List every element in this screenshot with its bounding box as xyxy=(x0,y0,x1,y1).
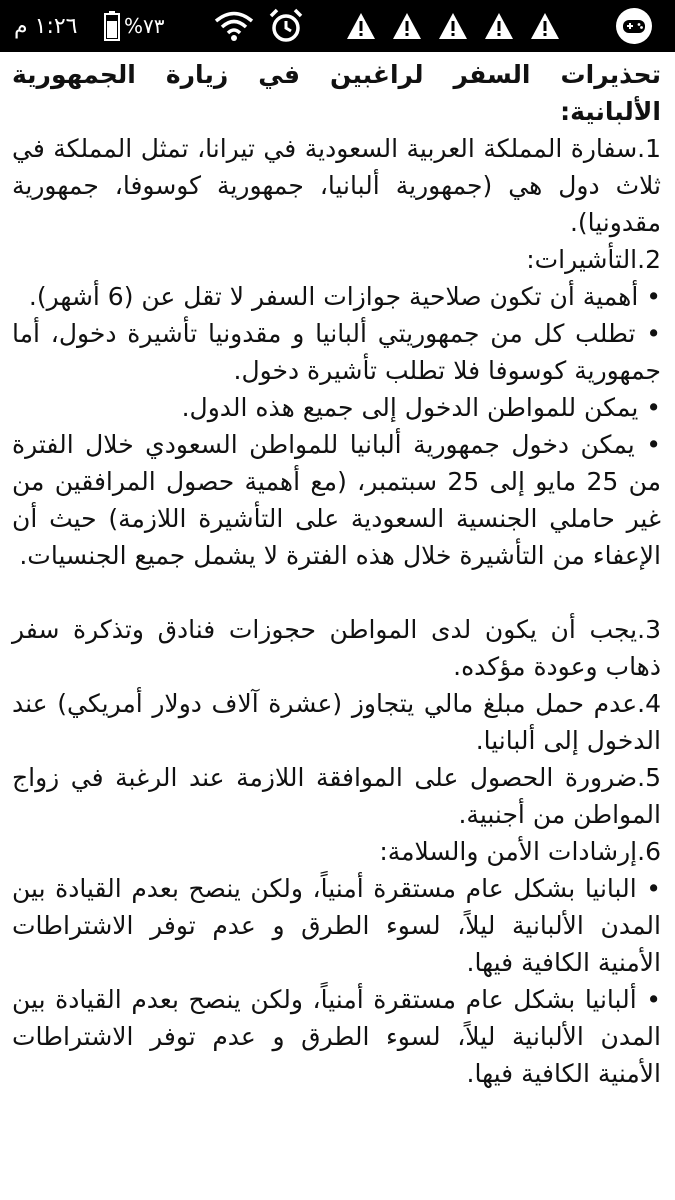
status-time: ١:٢٦ م xyxy=(14,13,78,39)
battery-percent: %٧٣ xyxy=(124,14,165,38)
status-bar xyxy=(0,0,675,52)
warning-icon xyxy=(392,0,422,52)
warning-icon xyxy=(530,0,560,52)
paragraph-bookings: 3.يجب أن يكون لدى المواطن حجوزات فنادق وتذكرة سفر ذهاب وعودة مؤكده. xyxy=(12,615,661,681)
heading-safety: 6.إرشادات الأمن والسلامة: xyxy=(379,837,661,866)
paragraph-marriage: 5.ضرورة الحصول على الموافقة اللازمة عند الرغبة في زواج المواطن من أجنبية. xyxy=(12,763,661,829)
bullet-safety-2: • ألبانيا بشكل عام مستقرة أمنياً، ولكن ينصح بعدم القيادة بين المدن الألبانية ليلاً، لسوء الطرق و عدم توفر الاشتراطات الأمنية الكافية فيها. xyxy=(12,985,661,1088)
bullet-entry-allowed: • يمكن للمواطن الدخول إلى جميع هذه الدول. xyxy=(181,393,661,422)
gamepad-icon xyxy=(614,0,654,52)
article-title: تحذيرات السفر لراغبين في زيارة الجمهورية الألبانية: xyxy=(12,60,661,126)
bullet-albania-exemption: • يمكن دخول جمهورية ألبانيا للمواطن السعودي خلال الفترة من 25 مايو إلى 25 سبتمبر، (مع أهمية حصول المرافقين من غير حاملي الجنسية السعودية على التأشيرة اللازمة) حيث أن الإعفاء من التأشيرة خلال هذه الفترة لا يشمل جميع الجنسيات. xyxy=(12,430,661,570)
warning-icon xyxy=(438,0,468,52)
bullet-safety-1: • البانيا بشكل عام مستقرة أمنياً، ولكن ينصح بعدم القيادة بين المدن الألبانية ليلاً، لسوء الطرق و عدم توفر الاشتراطات الأمنية الكافية فيها. xyxy=(12,874,661,977)
warning-icon xyxy=(346,0,376,52)
paragraph-spacer xyxy=(12,574,661,611)
battery-icon xyxy=(104,0,120,52)
bullet-visa-requirement: • تطلب كل من جمهوريتي ألبانيا و مقدونيا تأشيرة دخول، أما جمهورية كوسوفا فلا تطلب تأشيرة دخول. xyxy=(12,319,661,385)
warning-icon xyxy=(484,0,514,52)
heading-visas: 2.التأشيرات: xyxy=(526,245,661,274)
paragraph-embassy: 1.سفارة المملكة العربية السعودية في تيرانا، تمثل المملكة في ثلاث دول هي (جمهورية ألبانيا، جمهورية كوسوفا، جمهورية مقدونيا). xyxy=(12,134,661,237)
wifi-icon xyxy=(214,0,254,52)
bullet-passport-validity: • أهمية أن تكون صلاحية جوازات السفر لا تقل عن (6 أشهر). xyxy=(28,282,661,311)
alarm-icon xyxy=(268,0,304,52)
paragraph-cash-limit: 4.عدم حمل مبلغ مالي يتجاوز (عشرة آلاف دولار أمريكي) عند الدخول إلى ألبانيا. xyxy=(12,689,661,755)
article-body xyxy=(0,56,675,1200)
